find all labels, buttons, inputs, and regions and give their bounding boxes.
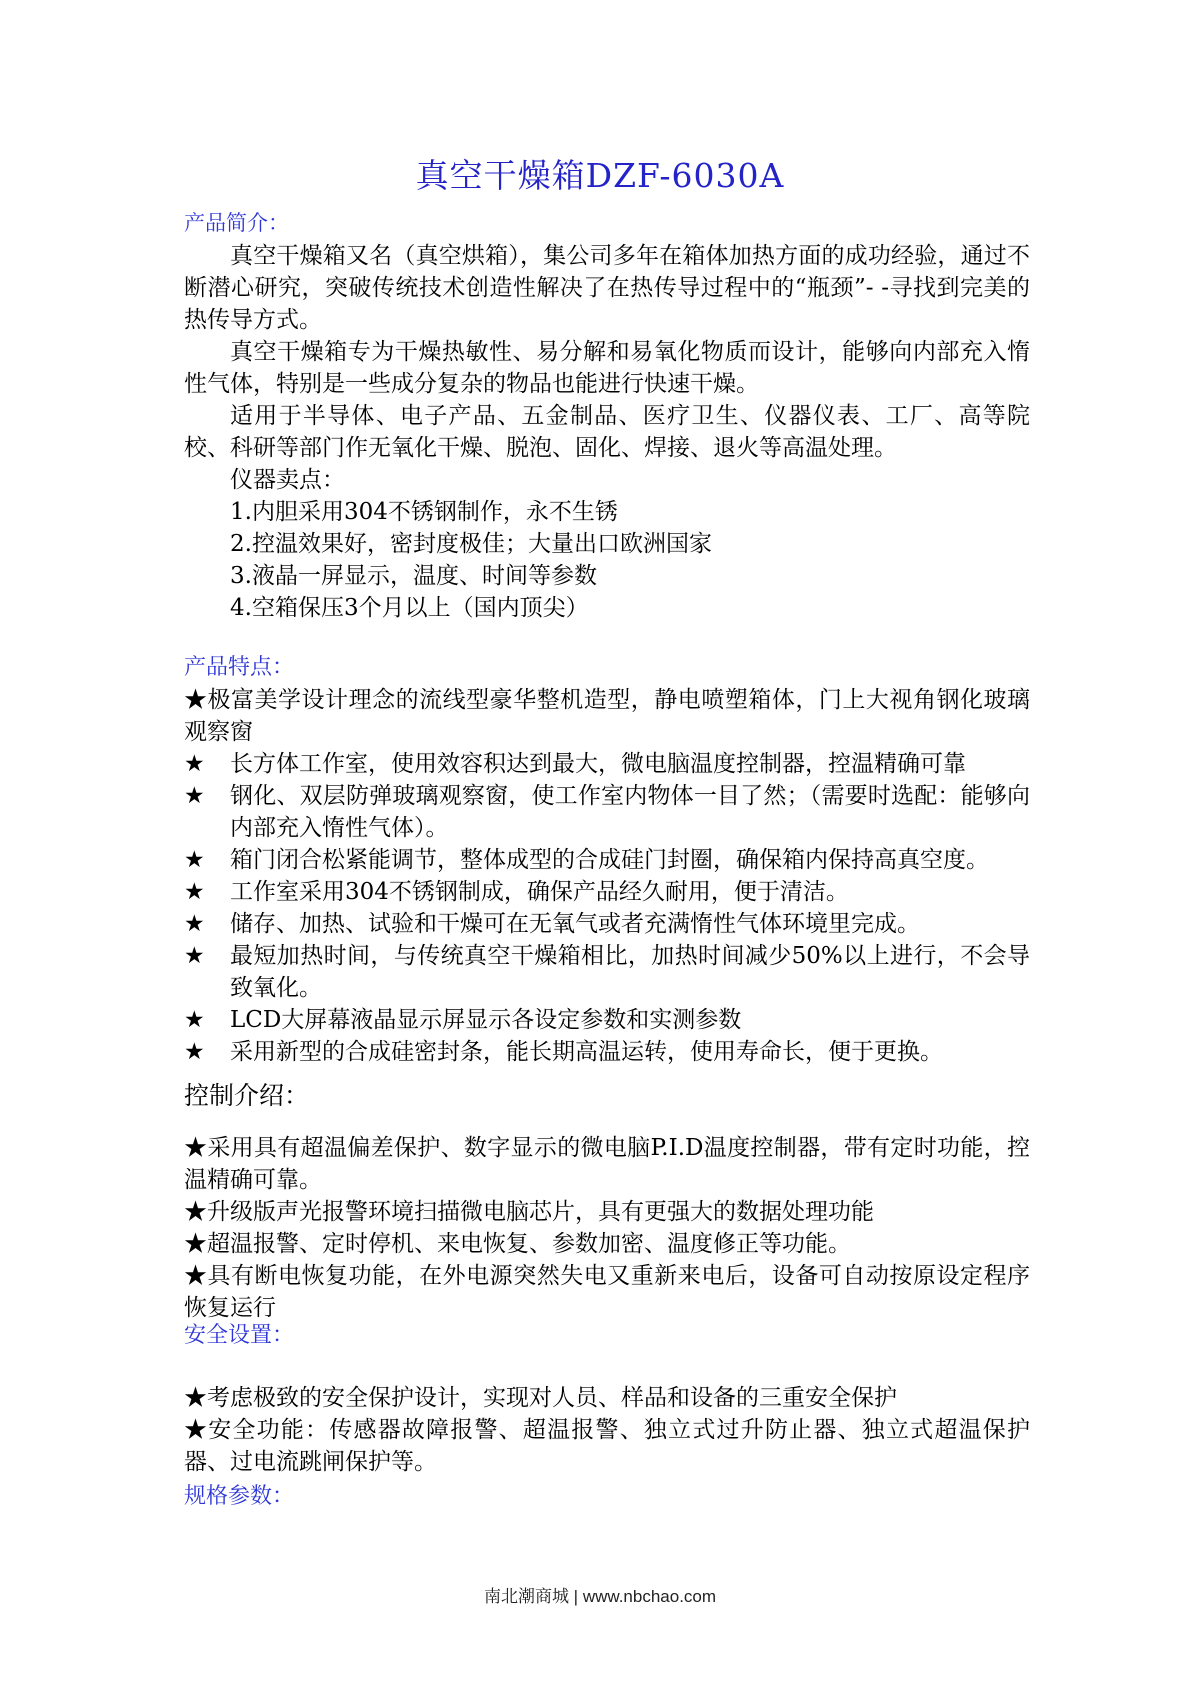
intro-paragraph: 适用于半导体、电子产品、五金制品、医疗卫生、仪器仪表、工厂、高等院校、科研等部门作无氧化干燥、脱泡、固化、焊接、退火等高温处理。 [184,403,1030,461]
features-heading: 产品特点： [184,655,295,680]
feature-item [184,876,1030,908]
selling-heading: 仪器卖点： [230,467,345,493]
control-heading: 控制介绍： [184,1081,310,1110]
control-item: ★超温报警、定时停机、来电恢复、参数加密、温度修正等功能。 [184,1231,851,1257]
star-icon: ★ [184,943,205,969]
control-section [184,1078,1030,1324]
selling-point: 2.控温效果好，密封度极佳；大量出口欧洲国家 [230,531,712,557]
feature-text: 储存、加热、试验和干燥可在无氧气或者充满惰性气体环境里完成。 [230,911,920,937]
control-item: ★采用具有超温偏差保护、数字显示的微电脑P.I.D温度控制器，带有定时功能，控温精确可靠。 [184,1135,1030,1193]
intro-heading: 产品简介： [184,211,289,235]
selling-point: 1.内胆采用304不锈钢制作，永不生锈 [230,499,618,525]
intro-section [184,208,1030,624]
safety-heading: 安全设置： [184,1323,295,1348]
selling-point: 4.空箱保压3个月以上（国内顶尖） [230,595,589,621]
features-section [184,652,1030,1068]
footer-site: 南北潮商城 | www.nbchao.com [483,1587,717,1606]
feature-item [184,1036,1030,1068]
selling-point: 3.液晶一屏显示，温度、时间等参数 [230,563,597,589]
feature-text: 采用新型的合成硅密封条，能长期高温运转，使用寿命长，便于更换。 [230,1039,943,1065]
control-item: ★升级版声光报警环境扫描微电脑芯片，具有更强大的数据处理功能 [184,1199,874,1225]
star-icon: ★ [184,751,205,777]
feature-text: 钢化、双层防弹玻璃观察窗，使工作室内物体一目了然；（需要时选配：能够向内部充入惰性气体）。 [230,783,1030,841]
safety-section [184,1320,1030,1478]
feature-item [184,780,1030,844]
page-title: 真空干燥箱DZF-6030A [415,156,785,195]
safety-item: ★安全功能：传感器故障报警、超温报警、独立式过升防止器、独立式超温保护器、过电流跳闸保护等。 [184,1417,1030,1475]
feature-text: 最短加热时间，与传统真空干燥箱相比，加热时间减少50%以上进行，不会导致氧化。 [230,943,1030,1001]
star-icon: ★ [184,783,205,809]
specs-heading: 规格参数： [184,1484,295,1509]
feature-item [184,908,1030,940]
feature-item: ★极富美学设计理念的流线型豪华整机造型，静电喷塑箱体，门上大视角钢化玻璃观察窗 [184,687,1030,745]
intro-paragraph: 真空干燥箱专为干燥热敏性、易分解和易氧化物质而设计，能够向内部充入惰性气体，特别是一些成分复杂的物品也能进行快速干燥。 [184,339,1030,397]
feature-text: LCD大屏幕液晶显示屏显示各设定参数和实测参数 [230,1007,742,1033]
specs-section [184,1481,1030,1513]
star-icon: ★ [184,847,205,873]
feature-item [184,1004,1030,1036]
star-icon: ★ [184,911,205,937]
feature-item [184,748,1030,780]
feature-item [184,844,1030,876]
star-icon: ★ [184,1039,205,1065]
feature-text: 工作室采用304不锈钢制成，确保产品经久耐用，便于清洁。 [230,879,849,905]
safety-item: ★考虑极致的安全保护设计，实现对人员、样品和设备的三重安全保护 [184,1385,897,1411]
star-icon: ★ [184,879,205,905]
feature-text: 箱门闭合松紧能调节，整体成型的合成硅门封圈，确保箱内保持高真空度。 [230,847,989,873]
intro-paragraph: 真空干燥箱又名（真空烘箱），集公司多年在箱体加热方面的成功经验，通过不断潜心研究，突破传统技术创造性解决了在热传导过程中的“瓶颈”- -寻找到完美的热传导方式。 [184,243,1030,333]
star-icon: ★ [184,1007,205,1033]
feature-text: 长方体工作室，使用效容积达到最大，微电脑温度控制器，控温精确可靠 [230,751,966,777]
feature-item [184,940,1030,1004]
control-item: ★具有断电恢复功能，在外电源突然失电又重新来电后，设备可自动按原设定程序恢复运行 [184,1263,1030,1321]
